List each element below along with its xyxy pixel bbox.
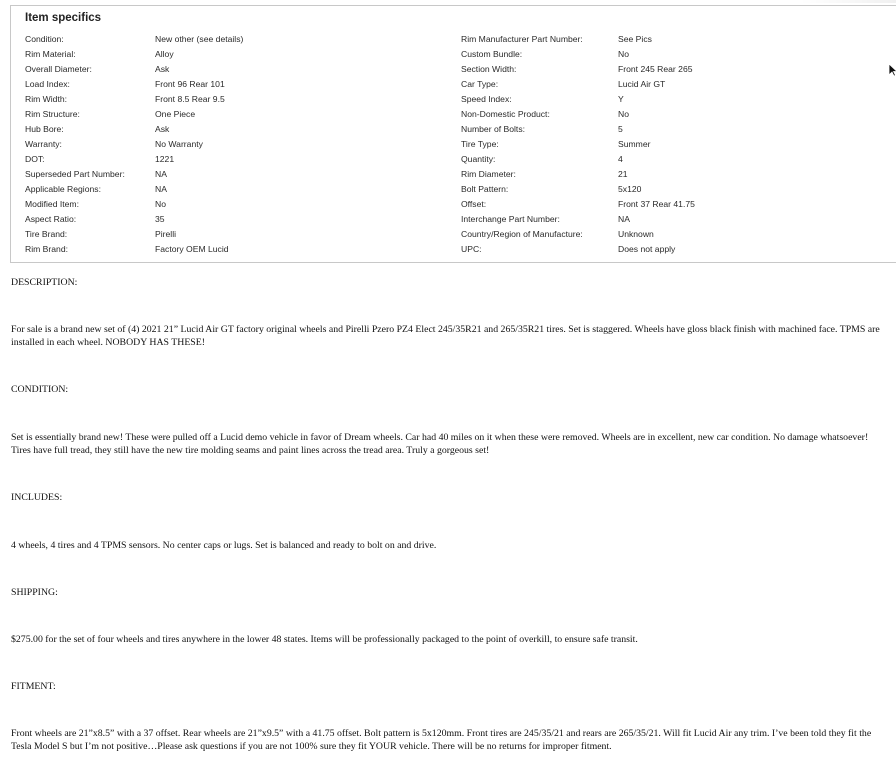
spec-label: Section Width:	[461, 64, 517, 74]
spec-row	[461, 182, 695, 197]
spec-label: Overall Diameter:	[25, 64, 92, 74]
spec-row	[461, 167, 695, 182]
includes-heading: INCLUDES:	[11, 492, 63, 503]
spec-value: 4	[618, 154, 623, 164]
spec-label: Rim Manufacturer Part Number:	[461, 34, 583, 44]
top-edge-shadow	[800, 0, 896, 3]
spec-value: Y	[618, 94, 624, 104]
spec-row	[25, 62, 243, 77]
spec-label: Tire Brand:	[25, 229, 68, 239]
spec-value: Ask	[155, 64, 170, 74]
shipping-heading: SHIPPING:	[11, 587, 58, 598]
condition-heading: CONDITION:	[11, 384, 69, 395]
spec-row	[461, 77, 695, 92]
spec-value: Unknown	[618, 229, 654, 239]
spec-label: Non-Domestic Product:	[461, 109, 550, 119]
spec-row	[25, 167, 243, 182]
spec-value: No	[155, 199, 166, 209]
spec-label: Quantity:	[461, 154, 496, 164]
spec-value: NA	[155, 169, 167, 179]
spec-label: Applicable Regions:	[25, 184, 101, 194]
spec-value: Does not apply	[618, 244, 676, 254]
spec-value: Factory OEM Lucid	[155, 244, 229, 254]
spec-row	[461, 92, 695, 107]
spec-value: Front 8.5 Rear 9.5	[155, 94, 225, 104]
spec-label: Warranty:	[25, 139, 62, 149]
spec-label: Load Index:	[25, 79, 70, 89]
spec-row	[461, 242, 695, 257]
spec-row	[25, 122, 243, 137]
spec-row	[25, 137, 243, 152]
includes-text: 4 wheels, 4 tires and 4 TPMS sensors. No center caps or lugs. Set is balanced and ready to bolt on and drive.	[11, 540, 437, 551]
spec-row	[461, 122, 695, 137]
spec-value: Front 96 Rear 101	[155, 79, 225, 89]
spec-row	[25, 197, 243, 212]
spec-value: 35	[155, 214, 165, 224]
spec-row	[25, 242, 243, 257]
spec-label: Custom Bundle:	[461, 49, 523, 59]
shipping-text: $275.00 for the set of four wheels and tires anywhere in the lower 48 states. Items will be professionally packaged to the point of overkill, to ensure safe transit.	[11, 634, 638, 645]
spec-row	[25, 152, 243, 167]
spec-label: Condition:	[25, 34, 64, 44]
spec-label: Bolt Pattern:	[461, 184, 509, 194]
fitment-heading: FITMENT:	[11, 681, 56, 692]
spec-label: Tire Type:	[461, 139, 499, 149]
spec-row	[461, 197, 695, 212]
spec-label: Rim Brand:	[25, 244, 68, 254]
spec-label: Modified Item:	[25, 199, 79, 209]
spec-label: Aspect Ratio:	[25, 214, 77, 224]
spec-row	[461, 47, 695, 62]
spec-value: NA	[155, 184, 167, 194]
spec-value: 5	[618, 124, 623, 134]
spec-row	[25, 32, 243, 47]
spec-value: NA	[618, 214, 630, 224]
spec-value: No	[618, 49, 629, 59]
spec-label: Speed Index:	[461, 94, 512, 104]
spec-row	[461, 137, 695, 152]
spec-value: Front 245 Rear 265	[618, 64, 693, 74]
spec-value: No	[618, 109, 629, 119]
spec-label: Rim Material:	[25, 49, 76, 59]
spec-row	[25, 182, 243, 197]
item-specifics-title: Item specifics	[25, 12, 102, 24]
spec-row	[461, 62, 695, 77]
spec-row	[461, 32, 695, 47]
spec-label: Country/Region of Manufacture:	[461, 229, 583, 239]
spec-value: See Pics	[618, 34, 652, 44]
spec-value: 21	[618, 169, 628, 179]
spec-label: Rim Width:	[25, 94, 68, 104]
spec-value: Pirelli	[155, 229, 177, 239]
condition-text: Set is essentially brand new! These were pulled off a Lucid demo vehicle in favor of Dream wheels. Car had 40 miles on it when these were removed. Wheels are in excellent, new car condition. No damage whatsoever! Tires have full tread, they still have the new tire molding seams and paint lines across the tread area. Truly a gorgeous set!	[11, 432, 869, 456]
spec-value: Ask	[155, 124, 170, 134]
spec-row	[25, 227, 243, 242]
spec-label: Rim Diameter:	[461, 169, 516, 179]
item-specifics-panel	[10, 5, 896, 263]
spec-label: Offset:	[461, 199, 487, 209]
spec-row	[461, 227, 695, 242]
mouse-cursor-icon	[888, 63, 896, 77]
spec-row	[461, 152, 695, 167]
spec-label: Number of Bolts:	[461, 124, 525, 134]
spec-value: One Piece	[155, 109, 196, 119]
spec-label: DOT:	[25, 154, 45, 164]
description-text: For sale is a brand new set of (4) 2021 21” Lucid Air GT factory original wheels and Pirelli Pzero PZ4 Elect 245/35R21 and 265/35R21 tires. Set is staggered. Wheels have gloss black finish with machined face. TPMS are installed in each wheel. NOBODY HAS THESE!	[11, 324, 880, 348]
spec-label: UPC:	[461, 244, 482, 254]
spec-row	[25, 107, 243, 122]
description-heading: DESCRIPTION:	[11, 277, 78, 288]
spec-row	[25, 92, 243, 107]
spec-label: Rim Structure:	[25, 109, 80, 119]
spec-label: Interchange Part Number:	[461, 214, 560, 224]
spec-row	[25, 212, 243, 227]
spec-value: Lucid Air GT	[618, 79, 666, 89]
specs-right-column	[461, 32, 695, 257]
spec-value: Alloy	[155, 49, 174, 59]
spec-label: Car Type:	[461, 79, 499, 89]
spec-value: Summer	[618, 139, 651, 149]
spec-row	[25, 77, 243, 92]
spec-row	[461, 107, 695, 122]
fitment-text: Front wheels are 21”x8.5” with a 37 offset. Rear wheels are 21”x9.5” with a 41.75 offset. Bolt pattern is 5x120mm. Front tires are 245/35/21 and rears are 265/35/21. Will fit Lucid Air any trim. I’ve been told they fit the Tesla Model S but I’m not positive…Please ask questions if you are not 100% sure they fit YOUR vehicle. There will be no returns for improper fitment.	[11, 728, 872, 752]
spec-value: New other (see details)	[155, 34, 244, 44]
spec-value: No Warranty	[155, 139, 203, 149]
specs-left-column	[25, 32, 243, 257]
spec-value: 5x120	[618, 184, 642, 194]
spec-label: Hub Bore:	[25, 124, 64, 134]
spec-value: Front 37 Rear 41.75	[618, 199, 695, 209]
spec-value: 1221	[155, 154, 175, 164]
spec-row	[25, 47, 243, 62]
spec-label: Superseded Part Number:	[25, 169, 125, 179]
spec-row	[461, 212, 695, 227]
